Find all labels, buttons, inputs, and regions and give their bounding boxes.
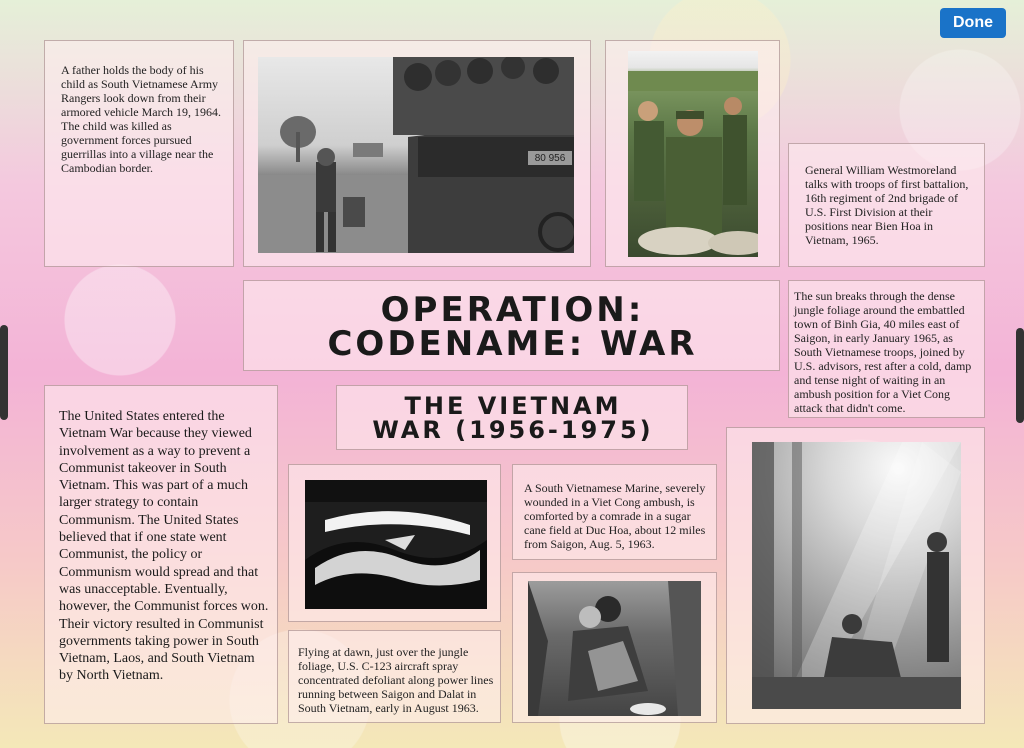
photo-marine: [528, 581, 701, 716]
vehicle-number-label: 80 956: [534, 153, 566, 164]
marine-graphic: [528, 581, 701, 716]
done-button[interactable]: Done: [940, 8, 1006, 38]
photo-westmoreland: [628, 51, 758, 257]
photo-card-binhgia[interactable]: [726, 427, 985, 724]
caption-defoliant: Flying at dawn, just over the jungle foliage, U.S. C-123 aircraft spray concentrated defoliant along power lines running between Saigon and Dalat in South Vietnam, early in August 1963.: [298, 645, 494, 715]
armored-vehicle-graphic: [258, 57, 574, 253]
title-card[interactable]: [243, 280, 780, 371]
intro-text: The United States entered the Vietnam War because they viewed involvement as a way to prevent a Communist takeover in South Vietnam. This was part of a much larger strategy to contain Communism. The United States believed that if one state went Communist, the policy or Communism would spread and that was unacceptable. Eventually, however, the Communist forces won. Their victory resulted in Communist governments taking power in South Vietnam, Laos, and South Vietnam by North Vietnam.: [59, 409, 269, 684]
photo-armored-vehicle: [258, 57, 574, 253]
photo-defoliant: [305, 480, 487, 609]
page-title-line2: CODENAME: WAR: [327, 324, 698, 364]
caption-card-binhgia[interactable]: [788, 280, 985, 418]
caption-card-marine[interactable]: [512, 464, 717, 560]
right-edge-handle: [1016, 328, 1024, 423]
caption-card-defoliant[interactable]: [288, 630, 501, 723]
photo-card-defoliant[interactable]: [288, 464, 501, 622]
caption-father: A father holds the body of his child as South Vietnamese Army Rangers look down from their armored vehicle March 19, 1964. The child was killed as government forces pursued guerrillas into a village near the Cambodian border.: [61, 63, 221, 175]
caption-marine: A South Vietnamese Marine, severely wounded in a Viet Cong ambush, is comforted by a comrade in a sugar cane field at Duc Hoa, about 12 miles from Saigon, Aug. 5, 1963.: [524, 481, 706, 551]
binhgia-graphic: [752, 442, 961, 709]
photo-binhgia: [752, 442, 961, 709]
photo-card-armored-vehicle[interactable]: [243, 40, 591, 267]
caption-card-father[interactable]: [44, 40, 234, 267]
photo-card-westmoreland[interactable]: [605, 40, 780, 267]
photo-card-marine[interactable]: [512, 572, 717, 723]
caption-binhgia: The sun breaks through the dense jungle foliage around the embattled town of Binh Gia, 40 miles east of Saigon, in early January 1965, as South Vietnamese troops, joined by U.S. advisors, rest after a cold, damp and tense night of waiting in an ambush position for a Viet Cong attack that didn't come.: [794, 289, 972, 415]
westmoreland-graphic: [628, 51, 758, 257]
subtitle-line1: THE VIETNAM: [404, 392, 622, 420]
page-title-line1: OPERATION:: [380, 290, 645, 330]
caption-westmoreland: General William Westmoreland talks with troops of first battalion, 16th regiment of 2nd brigade of U.S. First Division at their positions near Bien Hoa in Vietnam, 1965.: [805, 163, 969, 247]
subtitle-line2: WAR (1956-1975): [372, 416, 654, 444]
defoliant-graphic: [305, 480, 487, 609]
intro-text-card[interactable]: [44, 385, 278, 724]
subtitle-card[interactable]: [336, 385, 688, 450]
caption-card-westmoreland[interactable]: [788, 143, 985, 267]
left-edge-handle: [0, 325, 8, 420]
